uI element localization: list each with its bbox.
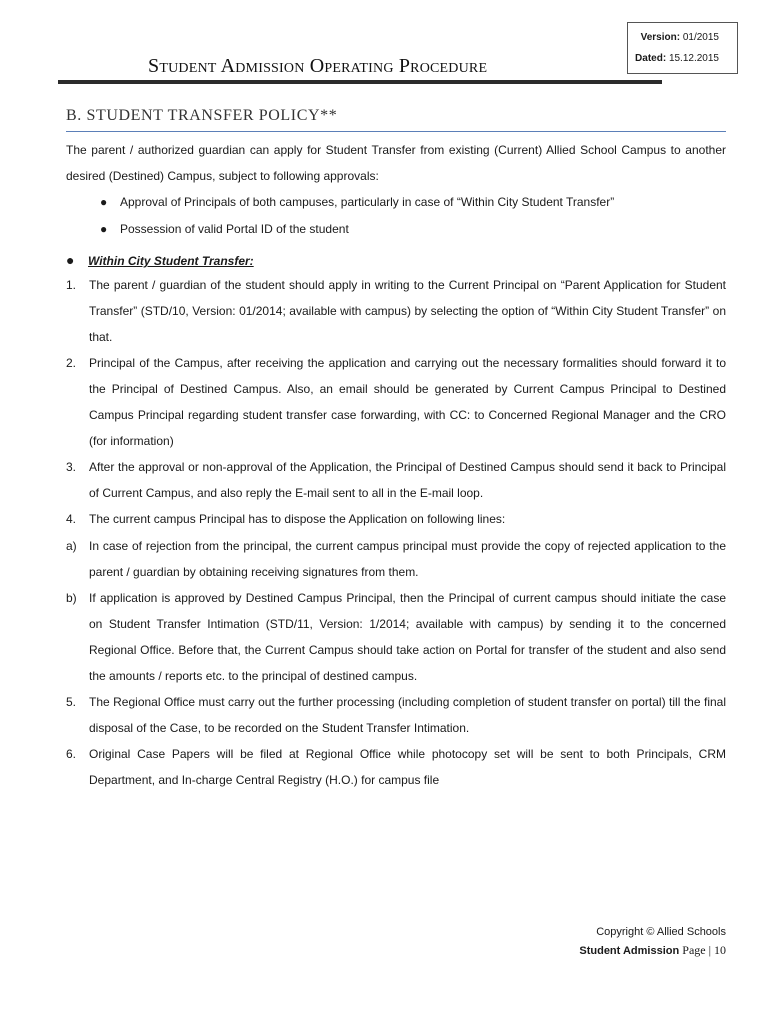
bullet-text: Possession of valid Portal ID of the student bbox=[120, 222, 349, 236]
item-text: The current campus Principal has to dispose the Application on following lines: bbox=[89, 512, 506, 526]
item-text: Original Case Papers will be filed at Regional Office while photocopy set will be sent to both Principals, CRM Department, and In-charge Central Registry (H.O.) for campus file bbox=[89, 747, 726, 787]
list-item bbox=[66, 533, 726, 585]
bullet-item bbox=[100, 195, 614, 209]
item-number: 2. bbox=[66, 356, 77, 370]
subheading bbox=[66, 252, 254, 268]
intro-paragraph: The parent / authorized guardian can apply for Student Transfer from existing (Current) Allied School Campus to another desired (Destined) Campus, subject to following approvals: bbox=[66, 143, 726, 183]
item-text: After the approval or non-approval of the Application, the Principal of Destined Campus should send it back to Principal of Current Campus, and also reply the E-mail sent to all in the E-mail loop. bbox=[89, 460, 726, 500]
version-label: Version: bbox=[640, 32, 681, 43]
item-text: If application is approved by Destined Campus Principal, then the Principal of current campus should initiate the case on Student Transfer Intimation (STD/11, Version: 1/2014; available with campus) by sending it to the concerned Regional Office. Before that, the Current Campus should take action on Portal for transfer of the student and also send the amounts / reports etc. to the principal of destined campus. bbox=[89, 591, 726, 683]
bullet-icon: ● bbox=[100, 195, 108, 209]
item-number: b) bbox=[66, 591, 77, 605]
dated-label: Dated: bbox=[635, 53, 667, 64]
item-text: The Regional Office must carry out the further processing (including completion of student transfer on portal) till the final disposal of the Case, to be recorded on the Student Transfer Intimation. bbox=[89, 695, 726, 735]
bullet-icon: ● bbox=[66, 252, 75, 268]
list-item bbox=[66, 741, 726, 793]
bullet-item bbox=[100, 222, 349, 236]
bullet-icon: ● bbox=[100, 222, 108, 236]
subheading-text: Within City Student Transfer: bbox=[88, 254, 254, 268]
version-box bbox=[627, 22, 738, 74]
list-item bbox=[66, 454, 726, 506]
item-number: 5. bbox=[66, 695, 77, 709]
dated-line bbox=[635, 53, 719, 64]
item-number: 1. bbox=[66, 278, 77, 292]
version-line bbox=[641, 32, 719, 43]
footer-doc-name: Student Admission bbox=[579, 945, 680, 957]
title-underline bbox=[58, 80, 662, 84]
item-number: a) bbox=[66, 539, 77, 553]
item-text: Principal of the Campus, after receiving the application and carrying out the necessary formalities should forward it to the Principal of Destined Campus. Also, an email should be generated by Current Campus Principal to Destined Campus Principal regarding student transfer case forwarding, with CC: to Concerned Regional Manager and the CRO (for information) bbox=[89, 356, 726, 448]
list-item bbox=[66, 689, 726, 741]
list-item bbox=[66, 272, 726, 350]
section-heading: B. STUDENT TRANSFER POLICY** bbox=[66, 107, 338, 124]
item-text: The parent / guardian of the student should apply in writing to the Current Principal on “Parent Application for Student Transfer” (STD/10, Version: 01/2014; available with campus) by selecting the option of “Within City Student Transfer” on that. bbox=[89, 278, 726, 344]
version-value: 01/2015 bbox=[682, 32, 719, 43]
page-number: Page | 10 bbox=[682, 943, 726, 957]
dated-value: 15.12.2015 bbox=[668, 53, 719, 64]
section-divider bbox=[66, 131, 726, 132]
list-item bbox=[66, 350, 726, 454]
document-title: Student Admission Operating Procedure bbox=[148, 55, 488, 77]
footer-page bbox=[579, 943, 726, 958]
item-number: 6. bbox=[66, 747, 77, 761]
list-item bbox=[66, 506, 726, 532]
bullet-text: Approval of Principals of both campuses, particularly in case of “Within City Student Transfer” bbox=[120, 195, 615, 209]
item-number: 3. bbox=[66, 460, 77, 474]
footer-copyright: Copyright © Allied Schools bbox=[596, 926, 726, 938]
list-item bbox=[66, 585, 726, 689]
item-text: In case of rejection from the principal, the current campus principal must provide the copy of rejected application to the parent / guardian by obtaining receiving signatures from them. bbox=[89, 539, 726, 579]
item-number: 4. bbox=[66, 512, 77, 526]
